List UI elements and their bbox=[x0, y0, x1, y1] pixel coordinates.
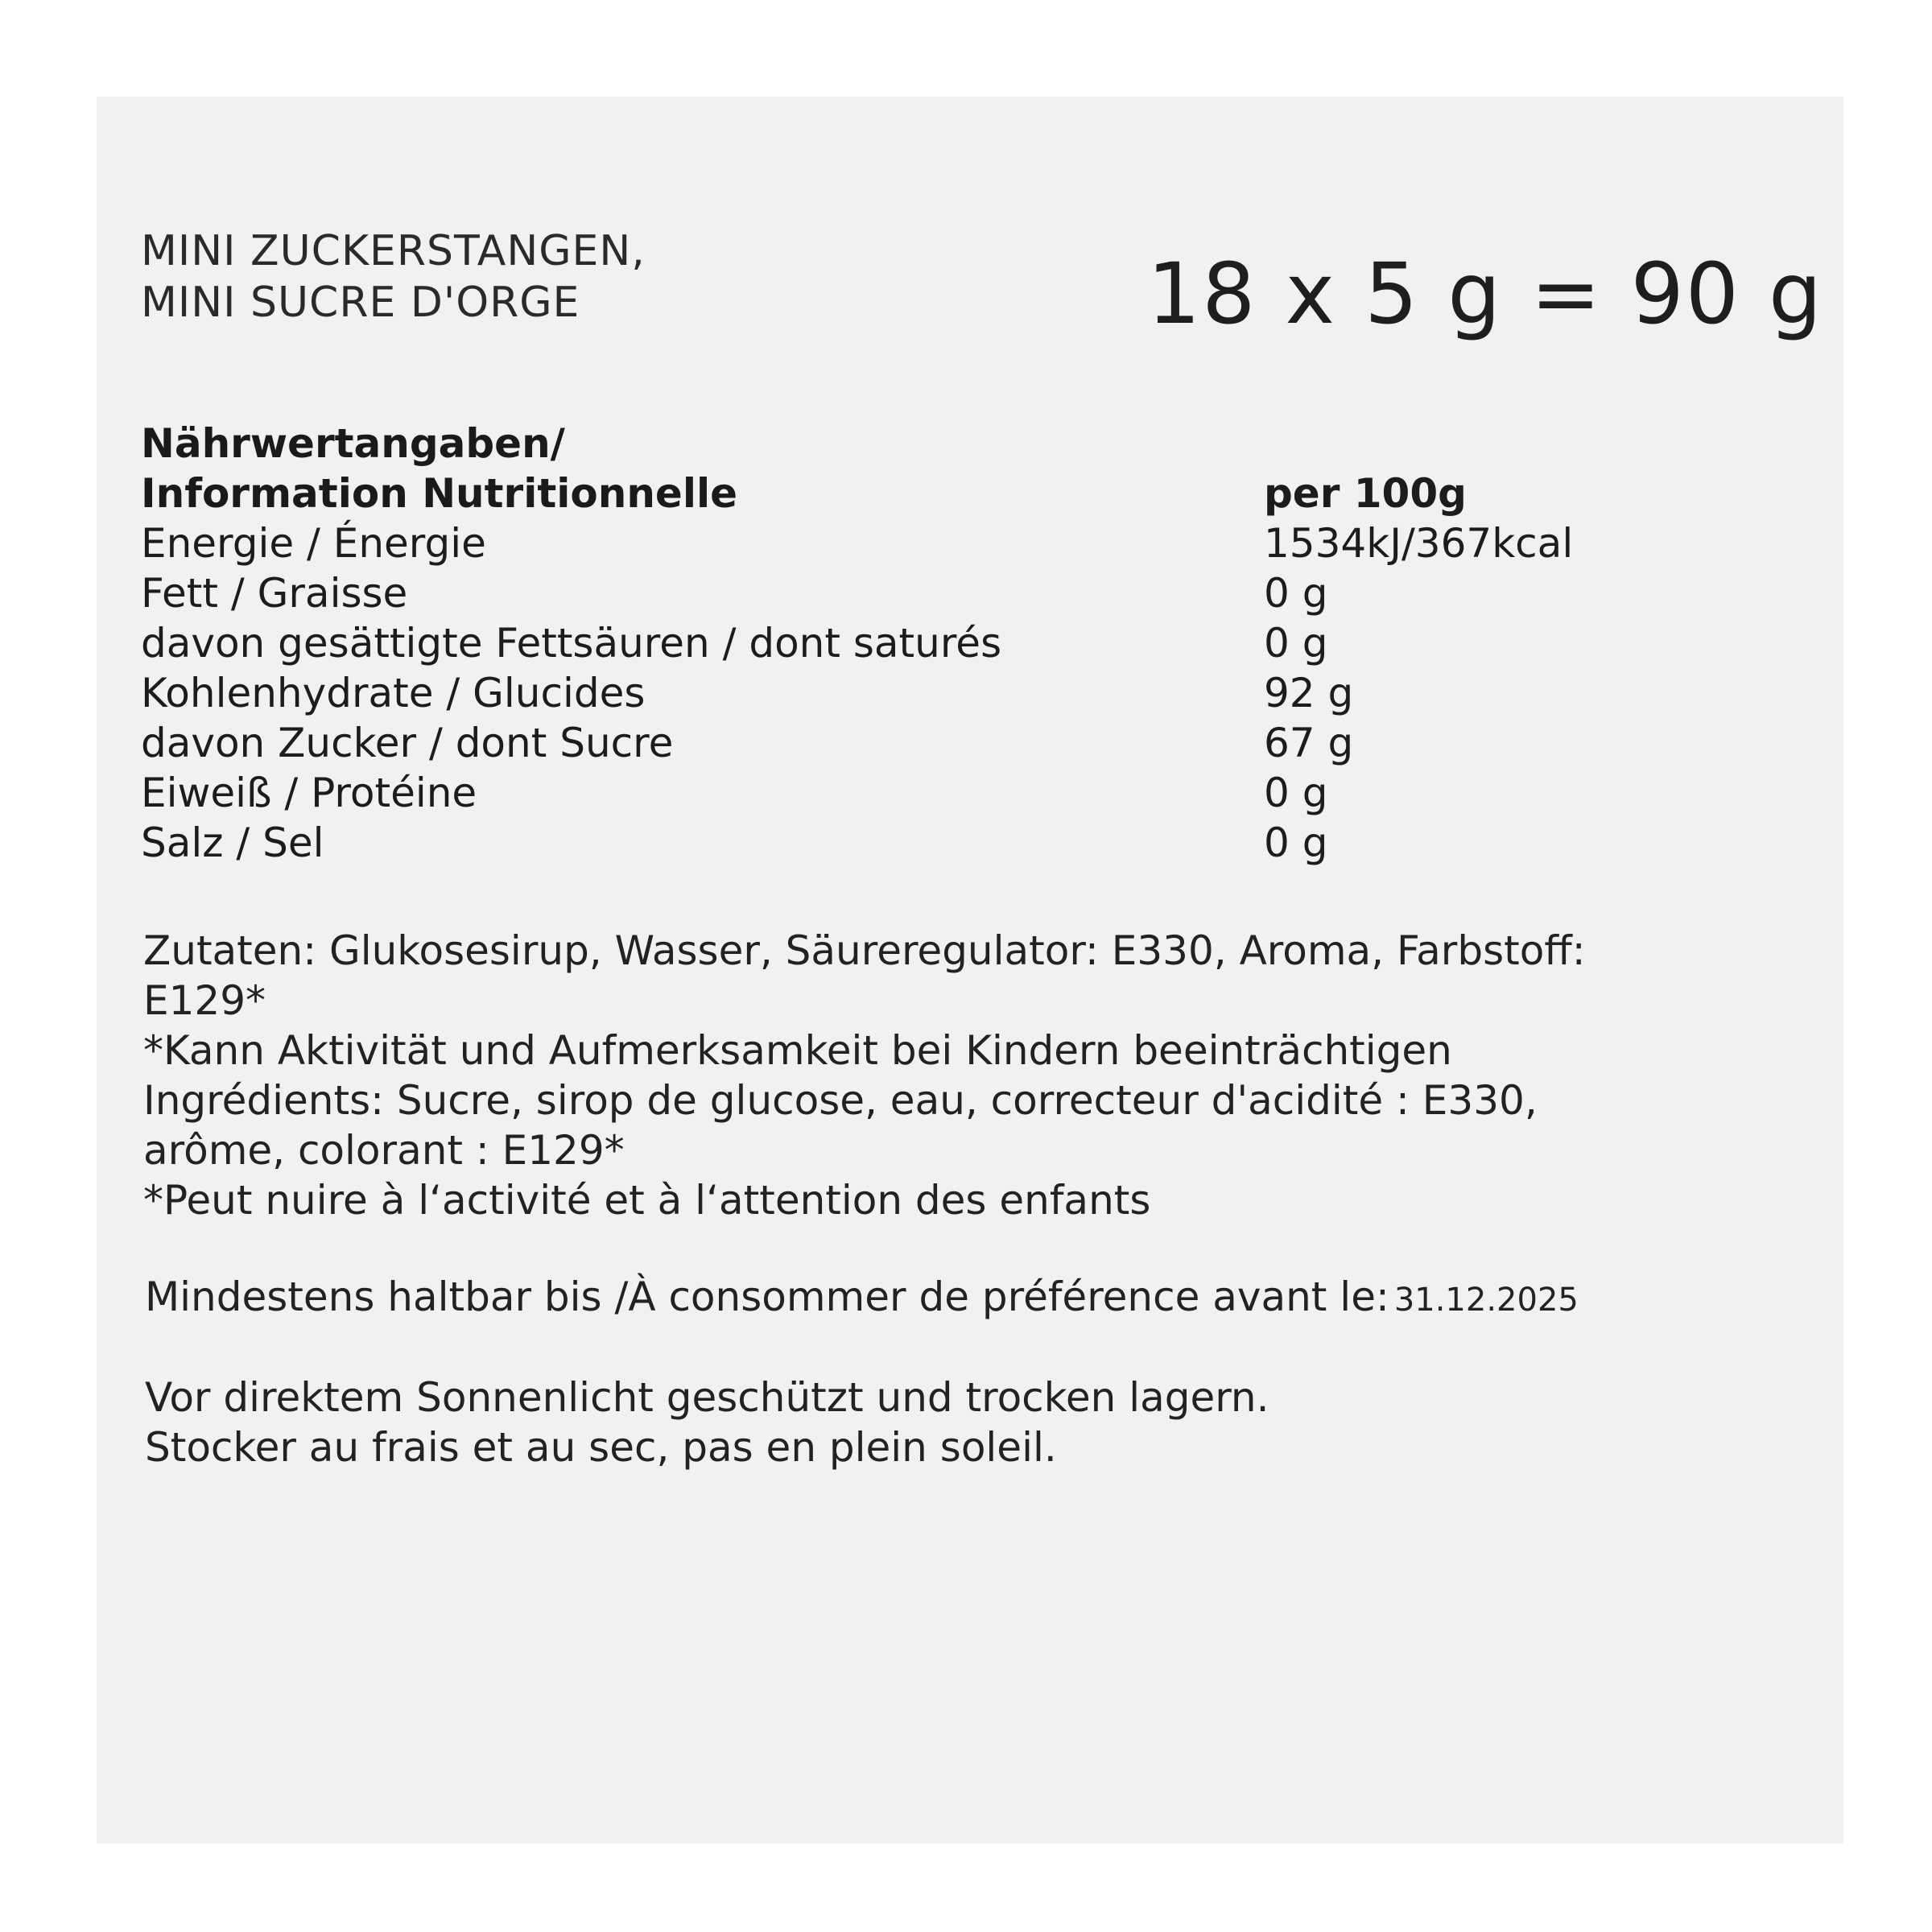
nutrition-label: Salz / Sel bbox=[141, 819, 324, 866]
label-panel bbox=[97, 97, 1843, 1843]
nutrition-title-de: Nährwertangaben/ bbox=[141, 420, 565, 467]
nutrition-row-sugar bbox=[141, 718, 1751, 768]
nutrition-label: Eiweiß / Protéine bbox=[141, 770, 477, 816]
ingredients-warning-fr: *Peut nuire à l‘activité et à l‘attention des enfants bbox=[143, 1177, 1151, 1224]
product-name-de: MINI ZUCKERSTANGEN, bbox=[141, 227, 646, 275]
nutrition-value: 92 g bbox=[1264, 670, 1354, 716]
ingredients-line: arôme, colorant : E129* bbox=[143, 1127, 625, 1174]
storage-instructions bbox=[145, 1373, 1269, 1472]
best-before-date: 31.12.2025 bbox=[1393, 1282, 1579, 1319]
nutrition-label: Energie / Énergie bbox=[141, 520, 486, 567]
net-weight: 18 x 5 g = 90 g bbox=[1147, 245, 1823, 343]
nutrition-value: 1534kJ/367kcal bbox=[1264, 520, 1574, 567]
nutrition-value: 0 g bbox=[1264, 570, 1328, 617]
per-100g-header: per 100g bbox=[1264, 470, 1467, 517]
nutrition-rows bbox=[141, 518, 1751, 868]
product-name bbox=[141, 225, 646, 328]
nutrition-value: 67 g bbox=[1264, 720, 1354, 766]
nutrition-row-carbohydrates bbox=[141, 668, 1751, 718]
product-name-fr: MINI SUCRE D'ORGE bbox=[141, 279, 580, 327]
nutrition-row-energy bbox=[141, 518, 1751, 568]
ingredients-line: E129* bbox=[143, 977, 266, 1024]
nutrition-row-salt bbox=[141, 818, 1751, 868]
nutrition-value: 0 g bbox=[1264, 620, 1328, 667]
storage-line-fr: Stocker au frais et au sec, pas en plein soleil. bbox=[145, 1424, 1057, 1471]
nutrition-label: davon Zucker / dont Sucre bbox=[141, 720, 674, 766]
nutrition-row-fat bbox=[141, 568, 1751, 618]
nutrition-value: 0 g bbox=[1264, 770, 1328, 816]
nutrition-title-fr: Information Nutritionnelle bbox=[141, 470, 738, 517]
nutrition-row-protein bbox=[141, 768, 1751, 818]
nutrition-value: 0 g bbox=[1264, 819, 1328, 866]
storage-line-de: Vor direktem Sonnenlicht geschützt und trocken lagern. bbox=[145, 1374, 1269, 1421]
nutrition-title bbox=[141, 419, 1751, 518]
ingredients-line: Zutaten: Glukosesirup, Wasser, Säureregulator: E330, Aroma, Farbstoff: bbox=[143, 927, 1586, 974]
nutrition-label: Fett / Graisse bbox=[141, 570, 408, 617]
best-before bbox=[145, 1272, 1579, 1325]
nutrition-label: davon gesättigte Fettsäuren / dont saturés bbox=[141, 620, 1002, 667]
ingredients-warning-de: *Kann Aktivität und Aufmerksamkeit bei Kindern beeinträchtigen bbox=[143, 1027, 1452, 1074]
nutrition-table bbox=[141, 419, 1751, 868]
best-before-label: Mindestens haltbar bis /À consommer de préférence avant le: bbox=[145, 1274, 1389, 1320]
nutrition-row-saturated bbox=[141, 618, 1751, 668]
ingredients-block bbox=[143, 926, 1802, 1225]
ingredients-line: Ingrédients: Sucre, sirop de glucose, eau, correcteur d'acidité : E330, bbox=[143, 1077, 1538, 1124]
nutrition-label: Kohlenhydrate / Glucides bbox=[141, 670, 646, 716]
